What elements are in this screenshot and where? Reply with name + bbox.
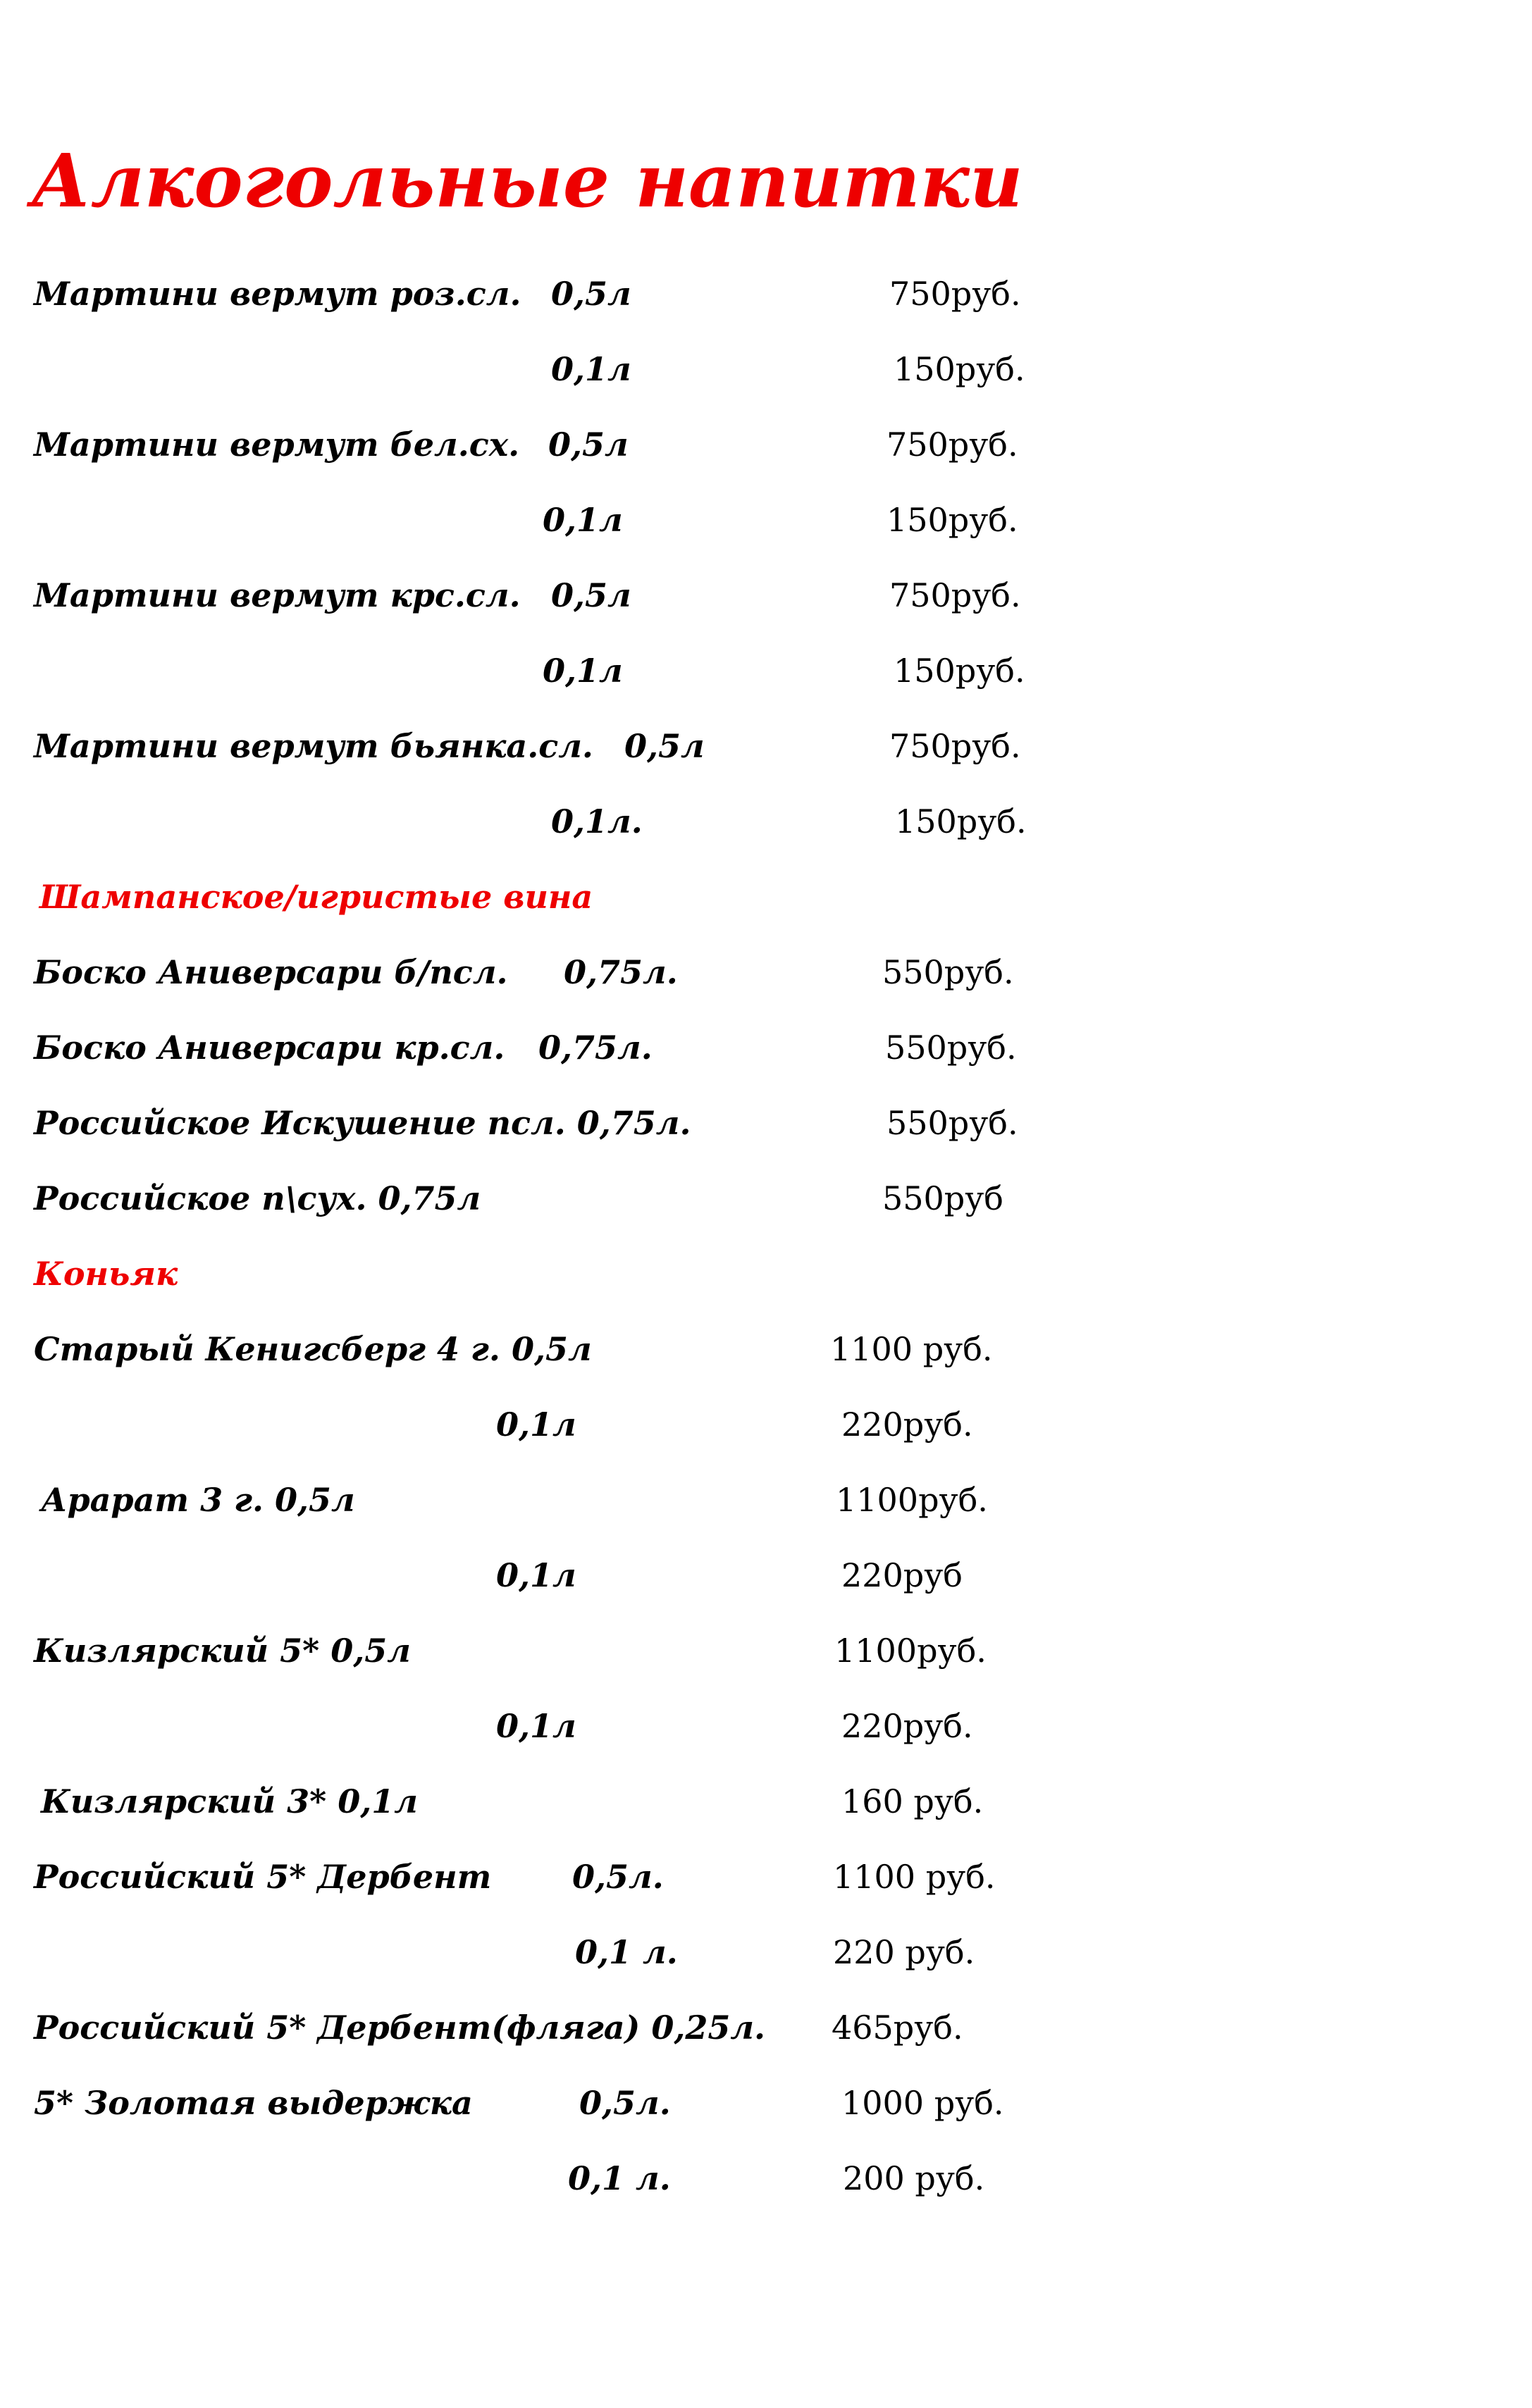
item-volume: 0,1л bbox=[551, 350, 631, 388]
menu-item bbox=[0, 1104, 1532, 1149]
menu-item bbox=[0, 2159, 1532, 2204]
item-volume: 0,5л bbox=[551, 576, 631, 614]
item-name: Российское п\сух. 0,75л bbox=[34, 1179, 481, 1217]
item-price: 1100 руб. bbox=[830, 1330, 993, 1368]
item-volume: 0,5л bbox=[624, 727, 705, 765]
item-volume: 0,75л. bbox=[538, 1029, 653, 1067]
menu-item bbox=[0, 1179, 1532, 1224]
item-volume: 0,1л bbox=[543, 652, 623, 690]
item-name: Мартини вермут крс.сл. bbox=[34, 576, 521, 614]
item-price: 1000 руб. bbox=[841, 2084, 1004, 2122]
menu-item bbox=[0, 1858, 1532, 1903]
item-price: 150руб. bbox=[894, 652, 1025, 690]
item-volume: 0,1л bbox=[543, 501, 623, 539]
item-price: 200 руб. bbox=[843, 2159, 985, 2197]
item-volume: 0,1 л. bbox=[568, 2159, 671, 2197]
menu-item bbox=[0, 1481, 1532, 1526]
item-price: 150руб. bbox=[894, 350, 1025, 388]
item-price: 220руб bbox=[841, 1556, 963, 1594]
item-price: 220 руб. bbox=[833, 1933, 975, 1971]
item-volume: 0,5л. bbox=[579, 2084, 671, 2122]
menu-item bbox=[0, 727, 1532, 772]
menu-item bbox=[0, 1330, 1532, 1375]
item-name: Мартини вермут бел.сх. bbox=[34, 426, 520, 464]
item-volume: 0,5л. bbox=[572, 1858, 664, 1896]
page-title: Алкогольные напитки bbox=[31, 137, 1023, 224]
item-name: Кизлярский 3* 0,1л bbox=[41, 1782, 418, 1820]
item-name: Боско Аниверсари б/псл. bbox=[34, 953, 508, 991]
menu-item bbox=[0, 428, 1532, 471]
menu-item bbox=[0, 802, 1532, 848]
menu-item bbox=[0, 350, 1532, 395]
menu-item bbox=[0, 1031, 1532, 1074]
menu-item bbox=[0, 1556, 1532, 1601]
item-price: 465руб. bbox=[832, 2009, 963, 2047]
item-volume: 0,1л. bbox=[551, 802, 643, 840]
item-name: Российское Искушение псл. 0,75л. bbox=[34, 1104, 691, 1142]
item-volume: 0,1л bbox=[496, 1556, 576, 1594]
item-price: 550руб. bbox=[885, 1029, 1017, 1067]
item-volume: 0,75л. bbox=[564, 953, 678, 991]
menu-item bbox=[0, 1405, 1532, 1451]
item-price: 750руб. bbox=[889, 275, 1021, 313]
item-name: 5* Золотая выдержка bbox=[34, 2084, 473, 2122]
item-name: Мартини вермут бьянка.сл. bbox=[34, 727, 593, 765]
menu-item bbox=[0, 1782, 1532, 1827]
menu-item bbox=[0, 2084, 1532, 2129]
item-name: Старый Кенигсберг 4 г. 0,5л bbox=[34, 1330, 592, 1368]
item-volume: 0,5л bbox=[551, 275, 631, 313]
item-price: 750руб. bbox=[889, 727, 1021, 765]
item-price: 750руб. bbox=[887, 426, 1018, 464]
menu-item bbox=[0, 654, 1532, 697]
menu-item bbox=[0, 275, 1532, 320]
item-name: Боско Аниверсари кр.сл. bbox=[34, 1029, 505, 1067]
item-price: 550руб. bbox=[887, 1104, 1018, 1142]
menu-item bbox=[0, 953, 1532, 998]
item-name: Мартини вермут роз.сл. bbox=[34, 275, 521, 313]
item-price: 150руб. bbox=[887, 501, 1018, 539]
menu-item bbox=[0, 2011, 1532, 2054]
menu-item bbox=[0, 501, 1532, 546]
item-price: 1100руб. bbox=[834, 1632, 987, 1670]
item-price: 550руб. bbox=[882, 953, 1014, 991]
item-price: 220руб. bbox=[841, 1405, 973, 1444]
item-name: Арарат 3 г. 0,5л bbox=[41, 1481, 355, 1519]
menu-item bbox=[0, 1634, 1532, 1677]
menu-item bbox=[0, 576, 1532, 621]
menu-item bbox=[0, 1933, 1532, 1978]
item-price: 550руб bbox=[882, 1179, 1004, 1217]
item-price: 750руб. bbox=[889, 576, 1021, 614]
item-volume: 0,1 л. bbox=[575, 1933, 678, 1971]
item-name: Кизлярский 5* 0,5л bbox=[34, 1632, 411, 1670]
section-heading-champagne: Шампанское/игристые вина bbox=[39, 878, 593, 916]
item-price: 160 руб. bbox=[841, 1782, 984, 1820]
item-name: Российский 5* Дербент(фляга) 0,25л. bbox=[34, 2009, 766, 2047]
item-volume: 0,5л bbox=[548, 426, 629, 464]
menu-item bbox=[0, 1707, 1532, 1752]
item-price: 220руб. bbox=[841, 1707, 973, 1745]
item-volume: 0,1л bbox=[496, 1707, 576, 1745]
item-price: 150руб. bbox=[895, 802, 1027, 840]
item-volume: 0,1л bbox=[496, 1405, 576, 1444]
section-heading-cognac: Коньяк bbox=[34, 1255, 178, 1293]
item-name: Российский 5* Дербент bbox=[34, 1858, 492, 1896]
item-price: 1100руб. bbox=[836, 1481, 988, 1519]
item-price: 1100 руб. bbox=[833, 1858, 996, 1896]
